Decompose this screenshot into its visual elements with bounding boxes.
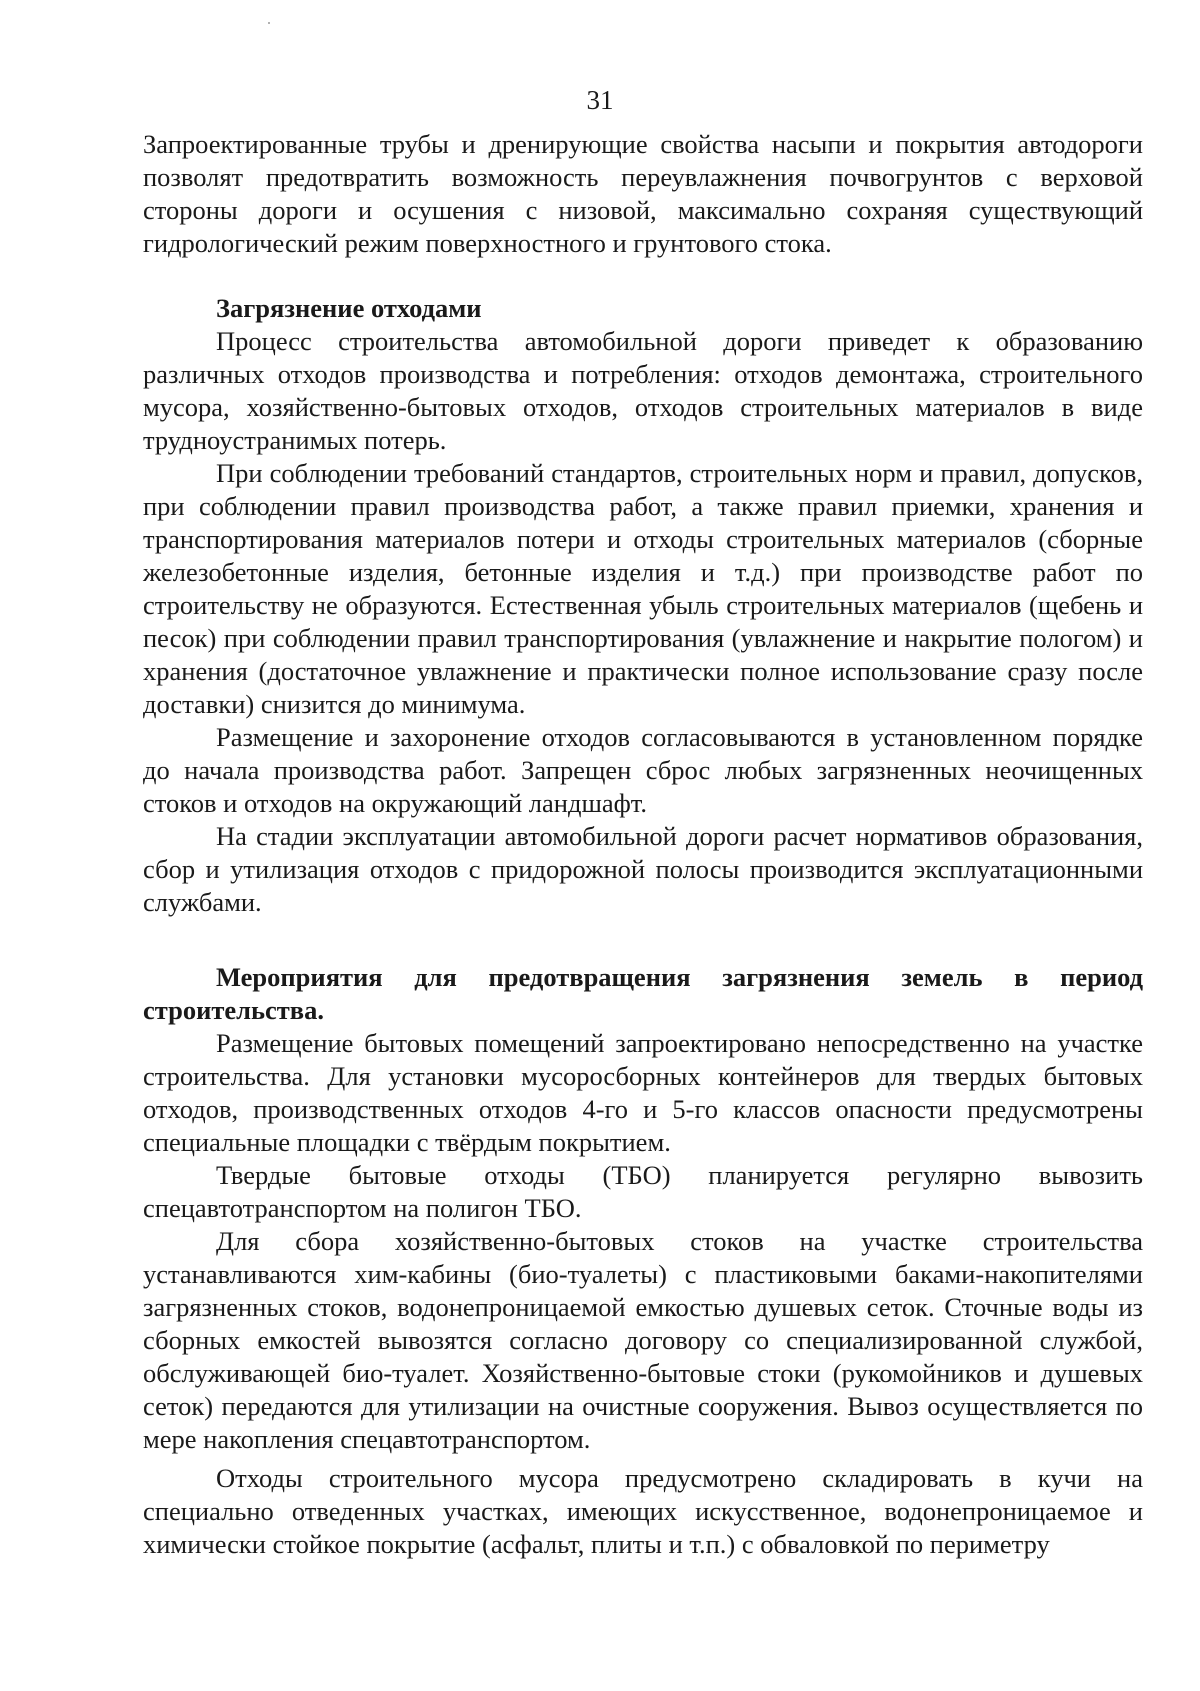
body-paragraph: Размещение и захоронение отходов согласовываются в установленном порядке до начала производства работ. Запрещен сброс любых загрязненных неочищенных стоков и отходов на окружающий ландшафт. [143, 722, 1143, 818]
body-paragraph: На стадии эксплуатации автомобильной дороги расчет нормативов образования, сбор и утилизация отходов с придорожной полосы производится эксплуатационными службами. [143, 821, 1143, 917]
body-paragraph: Процесс строительства автомобильной дороги приведет к образованию различных отходов производства и потребления: отходов демонтажа, строительного мусора, хозяйственно-бытовых отходов, отходов строительных материалов в виде трудноустранимых потерь. [143, 326, 1143, 455]
body-paragraph: При соблюдении требований стандартов, строительных норм и правил, допусков, при соблюдении правил производства работ, а также правил приемки, хранения и транспортирования материалов потери и отходы строительных материалов (сборные железобетонные изделия, бетонные изделия и т.д.) при производстве работ по строительству не образуются. Естественная убыль строительных материалов (щебень и песок) при соблюдении правил транспортирования (увлажнение и накрытие пологом) и хранения (достаточное увлажнение и практически полное использование сразу после доставки) снизится до минимума. [143, 458, 1143, 719]
section-heading-waste-pollution: Загрязнение отходами [216, 293, 482, 323]
scan-speck [268, 22, 270, 24]
body-paragraph: Твердые бытовые отходы (ТБО) планируется регулярно вывозить спецавтотранспортом на полигон ТБО. [143, 1160, 1143, 1223]
body-paragraph: Размещение бытовых помещений запроектировано непосредственно на участке строительства. Для установки мусоросборных контейнеров для твердых бытовых отходов, производственных отходов 4-го и 5-го классов опасности предусмотрены специальные площадки с твёрдым покрытием. [143, 1028, 1143, 1157]
page-number: 31 [586, 85, 614, 115]
body-paragraph: Для сбора хозяйственно-бытовых стоков на участке строительства устанавливаются хим-кабины (био-туалеты) с пластиковыми баками-накопителями загрязненных стоков, водонепроницаемой емкостью душевых сеток. Сточные воды из сборных емкостей вывозятся согласно договору со специализированной службой, обслуживающей био-туалет. Хозяйственно-бытовые стоки (рукомойников и душевых сеток) передаются для утилизации на очистные сооружения. Вывоз осуществляется по мере накопления спецавтотранспортом. [143, 1226, 1143, 1454]
body-paragraph: Отходы строительного мусора предусмотрено складировать в кучи на специально отведенных участках, имеющих искусственное, водонепроницаемое и химически стойкое покрытие (асфальт, плиты и т.п.) с обваловкой по периметру [143, 1463, 1143, 1559]
page-content [143, 128, 1143, 1561]
section-heading-land-protection-measures: Мероприятия для предотвращения загрязнения земель в период строительства. [143, 962, 1143, 1025]
intro-paragraph: Запроектированные трубы и дренирующие свойства насыпи и покрытия автодороги позволят предотвратить возможность переувлажнения почвогрунтов с верховой стороны дороги и осушения с низовой, максимально сохраняя существующий гидрологический режим поверхностного и грунтового стока. [143, 129, 1143, 258]
